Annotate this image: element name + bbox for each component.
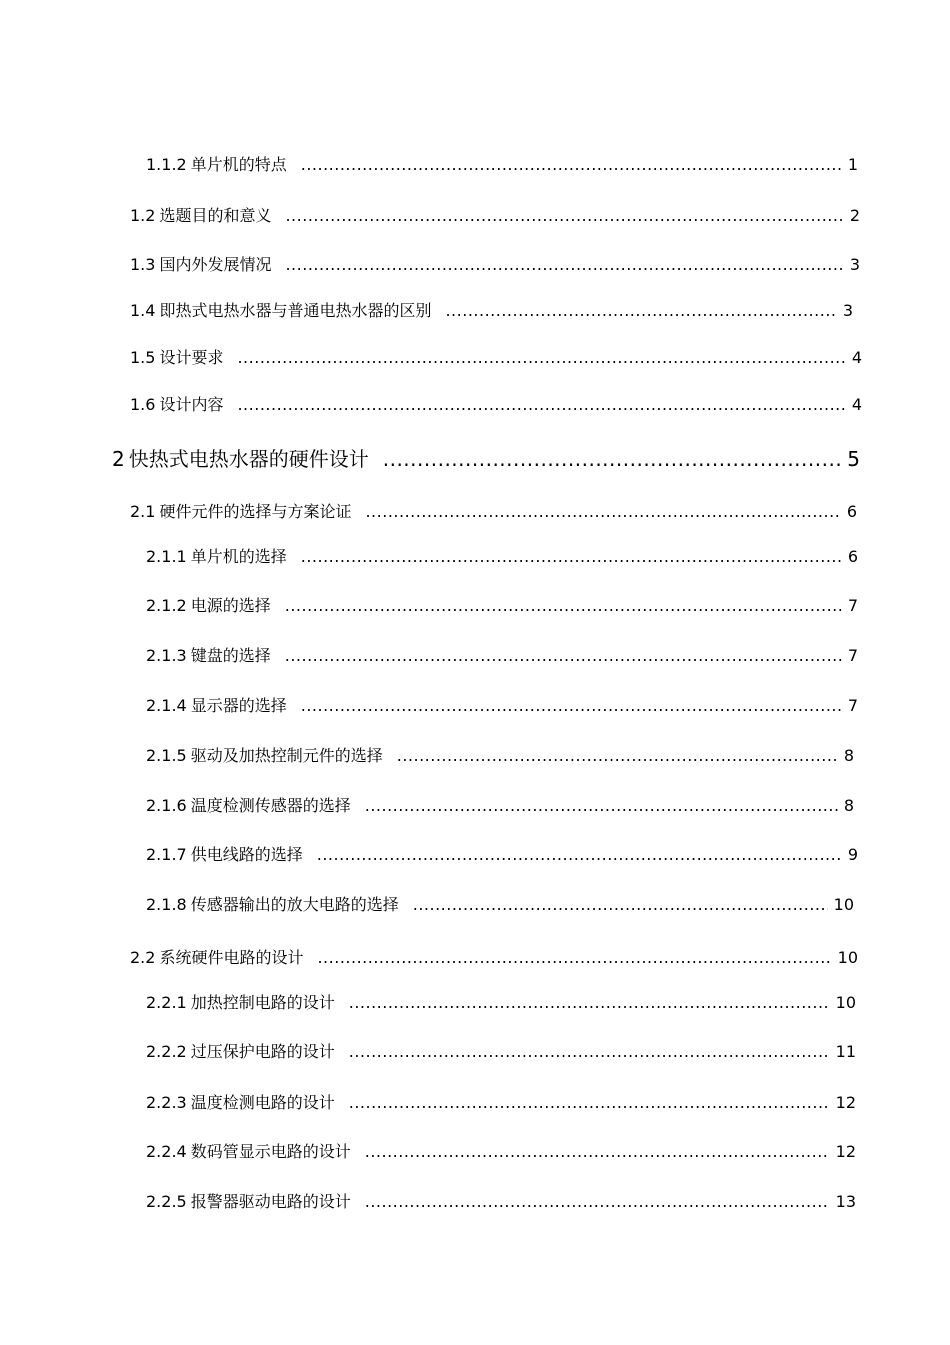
toc-entry-number: 2.1.2: [146, 596, 187, 615]
toc-entry-title: 设计要求: [159, 348, 224, 367]
toc-entry-page: 7: [847, 646, 858, 665]
toc-entry[interactable]: [146, 991, 856, 1015]
toc-entry-page: 9: [847, 845, 858, 864]
toc-entry-title: 传感器输出的放大电路的选择: [190, 895, 399, 914]
toc-dot-leader: [285, 253, 843, 277]
toc-entry[interactable]: [130, 393, 862, 417]
toc-dot-leader: [349, 1040, 830, 1064]
toc-entry[interactable]: [146, 794, 854, 818]
toc-entry[interactable]: [146, 1091, 856, 1115]
toc-dot-leader: [413, 893, 828, 917]
toc-dot-leader: [285, 594, 842, 618]
toc-entry-page: 1: [847, 155, 858, 174]
toc-entry-number: 2.1.3: [146, 646, 187, 665]
toc-dot-leader: [445, 299, 836, 323]
toc-entry-number: 2.1.5: [146, 746, 187, 765]
toc-entry-number: 2.2.5: [146, 1192, 187, 1211]
toc-dot-leader: [301, 153, 842, 177]
toc-entry-page: 3: [842, 301, 853, 320]
toc-entry-number: 1.2: [130, 206, 156, 225]
toc-dot-leader: [317, 946, 831, 970]
toc-entry-title: 数码管显示电路的设计: [190, 1142, 351, 1161]
toc-entry[interactable]: [130, 253, 860, 277]
toc-entry-title: 报警器驱动电路的设计: [190, 1192, 351, 1211]
toc-dot-leader: [237, 393, 845, 417]
toc-entry[interactable]: [146, 694, 858, 718]
toc-entry[interactable]: [146, 893, 854, 917]
toc-entry-title: 硬件元件的选择与方案论证: [159, 502, 352, 521]
toc-entry-page: 8: [843, 746, 854, 765]
toc-entry-number: 2: [112, 447, 125, 471]
toc-entry[interactable]: [130, 500, 857, 524]
toc-entry[interactable]: [146, 153, 858, 177]
toc-entry-number: 2.1.7: [146, 845, 187, 864]
toc-entry-page: 12: [835, 1093, 856, 1112]
toc-entry-title: 过压保护电路的设计: [190, 1042, 335, 1061]
toc-entry-number: 2.1: [130, 502, 156, 521]
toc-dot-leader: [301, 694, 842, 718]
toc-entry-page: 4: [851, 348, 862, 367]
toc-entry-page: 12: [835, 1142, 856, 1161]
toc-entry-title: 显示器的选择: [190, 696, 287, 715]
toc-entry-title: 即热式电热水器与普通电热水器的区别: [159, 301, 432, 320]
toc-dot-leader: [237, 346, 845, 370]
toc-dot-leader: [349, 991, 830, 1015]
toc-entry-number: 2.1.4: [146, 696, 187, 715]
toc-chapter-entry[interactable]: [112, 445, 860, 473]
toc-entry-number: 2.1.6: [146, 796, 187, 815]
toc-dot-leader: [365, 500, 840, 524]
toc-entry-title: 设计内容: [159, 395, 224, 414]
toc-entry-title: 系统硬件电路的设计: [159, 948, 304, 967]
toc-entry[interactable]: [146, 594, 858, 618]
toc-entry[interactable]: [130, 346, 862, 370]
toc-entry[interactable]: [146, 1140, 856, 1164]
toc-dot-leader: [365, 1190, 830, 1214]
toc-entry-title: 选题目的和意义: [159, 206, 272, 225]
toc-entry-title: 供电线路的选择: [190, 845, 303, 864]
toc-dot-leader: [397, 744, 838, 768]
toc-entry[interactable]: [146, 644, 858, 668]
toc-entry[interactable]: [146, 545, 858, 569]
toc-entry-number: 2.1.1: [146, 547, 187, 566]
toc-entry-page: 2: [849, 206, 860, 225]
toc-entry-number: 2.2.2: [146, 1042, 187, 1061]
toc-dot-leader: [365, 794, 838, 818]
toc-entry-number: 1.4: [130, 301, 156, 320]
toc-entry-number: 2.2.4: [146, 1142, 187, 1161]
toc-dot-leader: [285, 204, 843, 228]
toc-entry-page: 10: [837, 948, 858, 967]
toc-entry-title: 国内外发展情况: [159, 255, 272, 274]
toc-entry-page: 11: [835, 1042, 856, 1061]
toc-entry-page: 13: [835, 1192, 856, 1211]
toc-entry-number: 2.1.8: [146, 895, 187, 914]
toc-entry-page: 6: [846, 502, 857, 521]
toc-entry-page: 7: [847, 696, 858, 715]
toc-entry-page: 6: [847, 547, 858, 566]
toc-entry-title: 单片机的特点: [190, 155, 287, 174]
toc-entry[interactable]: [146, 843, 858, 867]
toc-entry-number: 2.2.3: [146, 1093, 187, 1112]
toc-entry-page: 4: [851, 395, 862, 414]
toc-entry-title: 温度检测电路的设计: [190, 1093, 335, 1112]
toc-entry[interactable]: [146, 1040, 856, 1064]
toc-entry-page: 8: [843, 796, 854, 815]
toc-dot-leader: [383, 445, 842, 473]
toc-entry[interactable]: [130, 946, 858, 970]
toc-entry-title: 快热式电热水器的硬件设计: [128, 447, 369, 471]
toc-entry[interactable]: [130, 204, 860, 228]
toc-entry-page: 10: [833, 895, 854, 914]
toc-entry-title: 电源的选择: [190, 596, 271, 615]
toc-entry[interactable]: [146, 744, 854, 768]
toc-entry-number: 2.2.1: [146, 993, 187, 1012]
toc-dot-leader: [301, 545, 842, 569]
toc-dot-leader: [285, 644, 842, 668]
toc-entry[interactable]: [146, 1190, 856, 1214]
toc-entry-page: 7: [847, 596, 858, 615]
toc-entry-title: 键盘的选择: [190, 646, 271, 665]
toc-entry-page: 10: [835, 993, 856, 1012]
toc-entry-page: 5: [847, 447, 860, 471]
toc-entry-number: 1.5: [130, 348, 156, 367]
toc-entry-number: 2.2: [130, 948, 156, 967]
toc-entry-page: 3: [849, 255, 860, 274]
toc-entry-title: 温度检测传感器的选择: [190, 796, 351, 815]
toc-entry-number: 1.6: [130, 395, 156, 414]
toc-entry[interactable]: [130, 299, 853, 323]
toc-entry-number: 1.1.2: [146, 155, 187, 174]
toc-entry-number: 1.3: [130, 255, 156, 274]
toc-dot-leader: [317, 843, 842, 867]
toc-entry-title: 单片机的选择: [190, 547, 287, 566]
toc-entry-title: 加热控制电路的设计: [190, 993, 335, 1012]
toc-dot-leader: [365, 1140, 830, 1164]
toc-dot-leader: [349, 1091, 830, 1115]
toc-entry-title: 驱动及加热控制元件的选择: [190, 746, 383, 765]
